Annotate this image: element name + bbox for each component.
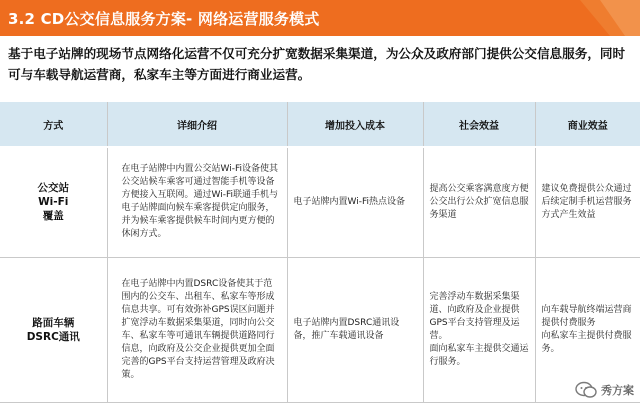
detail-text: 在电子站牌中内置DSRC设备使其于范围内的公交车、出租车、私家车等形成信息共享。可有效弥补GPS误区问题并扩宽浮动车数据采集渠道，同时向公交车、私家车等可通讯车辆提供道路同行信息，向政府及公交企业提供更加全面完善的GPS平台支持运营管理及政府决策。 [121, 278, 275, 380]
header-social: 社会效益 [423, 101, 535, 147]
cell-detail [107, 147, 287, 257]
method-label: 公交站 Wi-Fi 覆盖 [37, 182, 69, 223]
cell-method [0, 147, 107, 257]
cost-text: 电子站牌内置Wi-Fi热点设备 [293, 196, 405, 207]
commercial-text: 建议免费提供公众通过后续定制手机运营服务方式产生效益 [541, 183, 632, 220]
table-row [0, 257, 640, 402]
table-header-row [0, 101, 640, 147]
intro-paragraph: 基于电子站牌的现场节点网络化运营不仅可充分扩宽数据采集渠道，为公众及政府部门提供公交信息服务，同时可与车载导航运营商，私家车主等方面进行商业运营。 [8, 46, 626, 82]
header-commercial: 商业效益 [535, 101, 640, 147]
cell-social [423, 257, 535, 402]
social-text: 提高公交乘客满意度方便公交出行公众扩宽信息服务渠道 [429, 183, 529, 220]
detail-text: 在电子站牌中内置公交站Wi-Fi设备使其公交站候车乘客可通过智能手机等设备方便接入互联网。通过Wi-Fi联通手机与电子站牌面向候车乘客提供定向服务，并为候车乘客提供候车时间内更方便的休闲方式。 [121, 164, 278, 240]
cell-detail [107, 257, 287, 402]
cell-cost [287, 147, 423, 257]
header-method: 方式 [0, 101, 107, 147]
cell-social [423, 147, 535, 257]
social-text: 完善浮动车数据采集渠道、向政府及企业提供GPS平台支持管理及运营。 面向私家车主提供交通运行服务。 [429, 291, 529, 367]
cell-commercial [535, 147, 640, 257]
commercial-text: 向车载导航终端运营商提供付费服务 向私家车主提供付费服务。 [541, 304, 632, 354]
cell-method [0, 257, 107, 402]
header-detail: 详细介绍 [107, 101, 287, 147]
cell-cost [287, 257, 423, 402]
service-table [0, 100, 640, 403]
page-title: 3.2 CD公交信息服务方案- 网络运营服务模式 [8, 9, 320, 28]
header-decoration [550, 0, 640, 36]
table-row [0, 147, 640, 257]
method-label: 路面车辆 DSRC通讯 [26, 316, 80, 343]
cost-text: 电子站牌内置DSRC通讯设备，推广车载通讯设备 [293, 317, 400, 341]
header-cost: 增加投入成本 [287, 101, 423, 147]
watermark-text: 秀方案 [601, 384, 634, 397]
chat-bubble-icon [575, 381, 597, 399]
watermark [575, 381, 634, 399]
title-bar [0, 0, 640, 36]
